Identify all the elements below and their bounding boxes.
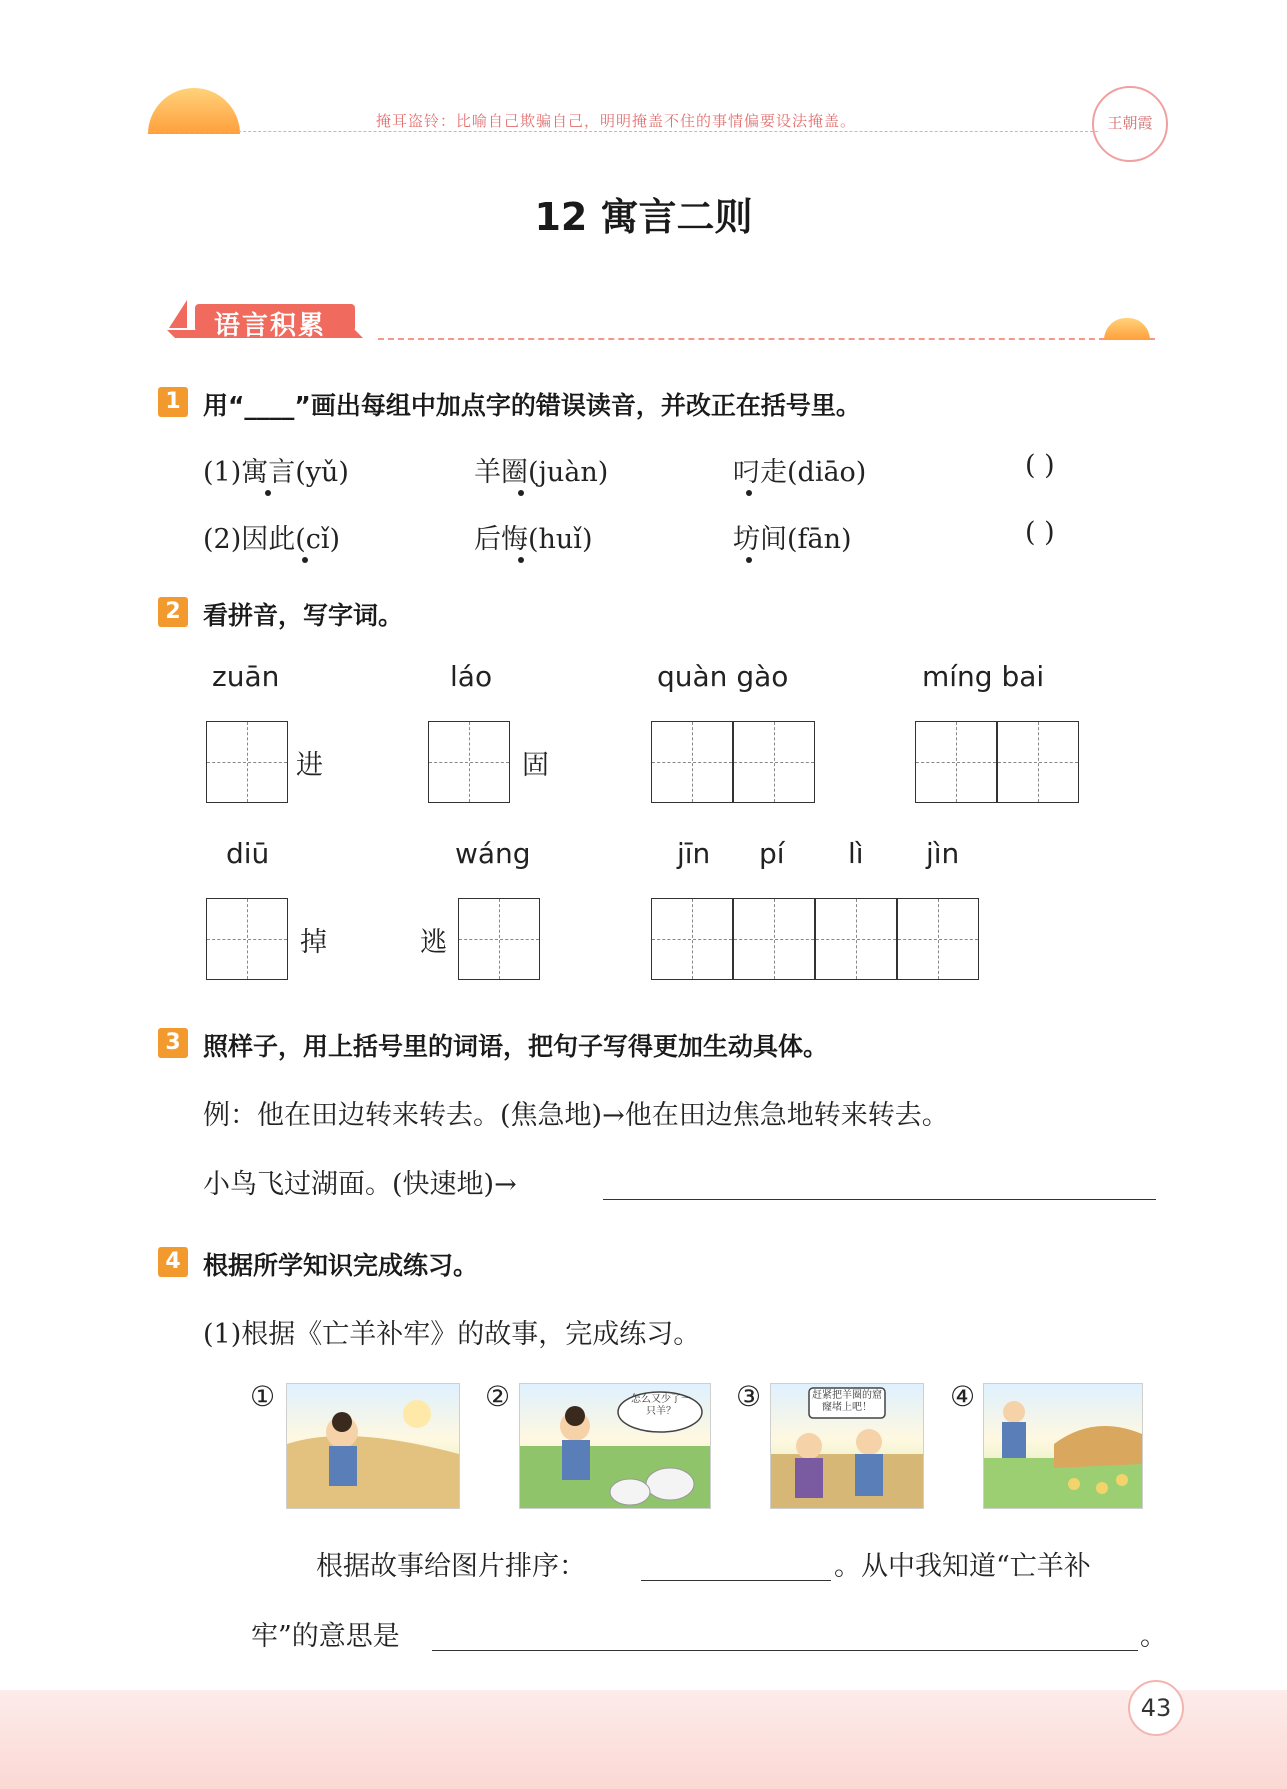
pinyin-label: míng bai [922, 660, 1045, 693]
order-answer-line[interactable] [641, 1580, 831, 1581]
emphasis-dot [265, 490, 271, 496]
q1-row1-item2: 羊圈(juàn) [474, 457, 609, 488]
emphasis-dot [518, 490, 524, 496]
story-picture-1 [286, 1383, 460, 1509]
q1-row1-item1: (1)寓言(yǔ) [203, 457, 349, 488]
writing-grid-box[interactable] [206, 898, 288, 980]
answer-line[interactable] [603, 1199, 1156, 1200]
emphasis-dot [302, 557, 308, 563]
footer-band [0, 1690, 1287, 1789]
given-character: 掉 [300, 927, 327, 958]
speech-bubble-text: 赶紧把羊圈的窟窿堵上吧！ [812, 1390, 882, 1413]
writing-grid-box[interactable] [815, 898, 897, 980]
page-number: 43 [1128, 1680, 1184, 1736]
meaning-answer-line[interactable] [432, 1650, 1138, 1651]
q1-row2-item3: 坊间(fān) [733, 524, 852, 555]
header-motto: 掩耳盗铃：比喻自己欺骗自己，明明掩盖不住的事情偏要设法掩盖。 [376, 112, 857, 130]
story-picture-2 [519, 1383, 711, 1509]
pinyin-label: jīn [677, 837, 711, 870]
q4-meaning-prompt-2: 牢”的意思是 [251, 1621, 400, 1652]
period: 。 [1140, 1621, 1167, 1652]
pinyin-label: zuān [212, 660, 280, 693]
q1-row2-answer[interactable]: ( ) [1025, 517, 1055, 548]
question-1-text: 用“____”画出每组中加点字的错误读音，并改正在括号里。 [203, 391, 861, 420]
pinyin-label: jìn [926, 837, 960, 870]
q3-example: 例：他在田边转来转去。(焦急地)→他在田边焦急地转来转去。 [203, 1100, 949, 1131]
question-number-1: 1 [158, 387, 188, 417]
picture-number: ① [250, 1380, 276, 1413]
writing-grid-box[interactable] [428, 721, 510, 803]
question-3-text: 照样子，用上括号里的词语，把句子写得更加生动具体。 [203, 1032, 829, 1061]
q3-task: 小鸟飞过湖面。(快速地)→ [203, 1169, 517, 1200]
writing-grid-box[interactable] [458, 898, 540, 980]
picture-number: ③ [736, 1380, 762, 1413]
writing-grid-box[interactable] [733, 898, 815, 980]
writing-grid-box[interactable] [915, 721, 997, 803]
sun-decoration-icon [148, 88, 240, 134]
question-2-text: 看拼音，写字词。 [203, 601, 404, 630]
pinyin-label: wáng [455, 837, 531, 870]
emphasis-dot [746, 557, 752, 563]
pinyin-label: diū [226, 837, 270, 870]
section-label: 语言积累 [214, 311, 327, 341]
emphasis-dot [746, 490, 752, 496]
given-character: 固 [522, 750, 549, 781]
picture-number: ④ [950, 1380, 976, 1413]
q1-row1-answer[interactable]: ( ) [1025, 450, 1055, 481]
pinyin-label: quàn gào [657, 660, 789, 693]
question-number-3: 3 [158, 1028, 188, 1058]
writing-grid-box[interactable] [897, 898, 979, 980]
pinyin-label: pí [759, 837, 785, 870]
picture-number: ② [485, 1380, 511, 1413]
brand-stamp-logo: 王朝霞 [1092, 86, 1168, 162]
given-character: 进 [296, 750, 323, 781]
header-divider [148, 131, 1098, 132]
writing-grid-box[interactable] [651, 721, 733, 803]
writing-grid-box[interactable] [651, 898, 733, 980]
question-4-text: 根据所学知识完成练习。 [203, 1251, 479, 1280]
writing-grid-box[interactable] [997, 721, 1079, 803]
q1-row2-item2: 后悔(huǐ) [474, 524, 593, 555]
q4-order-prompt: 根据故事给图片排序： [316, 1551, 586, 1582]
writing-grid-box[interactable] [206, 721, 288, 803]
speech-bubble-text: 怎么又少了一只羊？ [631, 1394, 691, 1417]
q4-meaning-prompt: 。从中我知道“亡羊补 [834, 1551, 1091, 1582]
pinyin-label: láo [450, 660, 493, 693]
q4-sub1: (1)根据《亡羊补牢》的故事，完成练习。 [203, 1319, 701, 1350]
q1-row2-item1: (2)因此(cǐ) [203, 524, 341, 555]
section-divider [378, 338, 1155, 340]
question-number-4: 4 [158, 1247, 188, 1277]
story-picture-4 [983, 1383, 1143, 1509]
sun-small-icon [1104, 318, 1150, 340]
story-picture-3 [770, 1383, 924, 1509]
emphasis-dot [518, 557, 524, 563]
writing-grid-box[interactable] [733, 721, 815, 803]
given-character: 逃 [420, 927, 447, 958]
pinyin-label: lì [848, 837, 864, 870]
page-title: 12 寓言二则 [534, 195, 753, 239]
q1-row1-item3: 叼走(diāo) [733, 457, 867, 488]
question-number-2: 2 [158, 597, 188, 627]
